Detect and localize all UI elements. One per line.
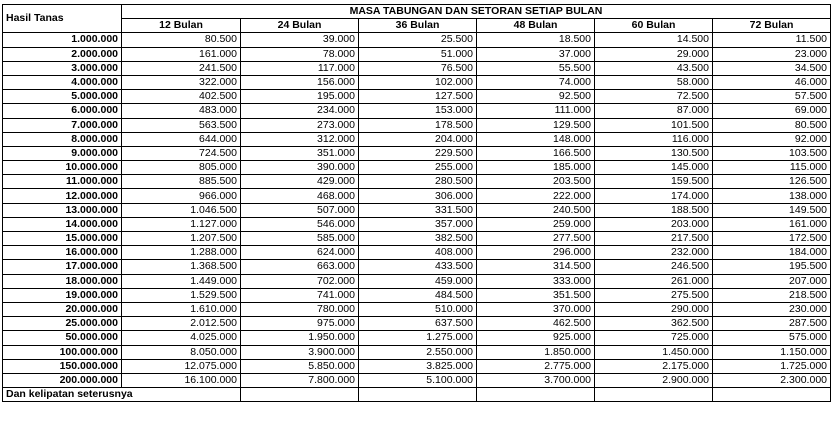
monthly-deposit-cell: 184.000 bbox=[713, 246, 831, 260]
monthly-deposit-cell: 37.000 bbox=[477, 47, 595, 61]
monthly-deposit-cell: 3.700.000 bbox=[477, 373, 595, 387]
monthly-deposit-cell: 402.500 bbox=[122, 90, 241, 104]
row-amount: 16.000.000 bbox=[3, 246, 122, 260]
monthly-deposit-cell: 468.000 bbox=[241, 189, 359, 203]
row-amount: 3.000.000 bbox=[3, 61, 122, 75]
row-amount: 19.000.000 bbox=[3, 288, 122, 302]
row-amount: 7.000.000 bbox=[3, 118, 122, 132]
row-amount: 12.000.000 bbox=[3, 189, 122, 203]
monthly-deposit-cell: 230.000 bbox=[713, 302, 831, 316]
table-row bbox=[3, 90, 831, 104]
monthly-deposit-cell: 153.000 bbox=[359, 104, 477, 118]
header-12-bulan: 12 Bulan bbox=[122, 19, 241, 33]
monthly-deposit-cell: 39.000 bbox=[241, 33, 359, 47]
monthly-deposit-cell: 351.000 bbox=[241, 146, 359, 160]
monthly-deposit-cell: 624.000 bbox=[241, 246, 359, 260]
table-row bbox=[3, 260, 831, 274]
row-amount: 9.000.000 bbox=[3, 146, 122, 160]
monthly-deposit-cell: 966.000 bbox=[122, 189, 241, 203]
monthly-deposit-cell: 255.000 bbox=[359, 161, 477, 175]
table-row bbox=[3, 288, 831, 302]
monthly-deposit-cell: 111.000 bbox=[477, 104, 595, 118]
monthly-deposit-cell: 1.450.000 bbox=[595, 345, 713, 359]
monthly-deposit-cell: 80.500 bbox=[122, 33, 241, 47]
table-row bbox=[3, 317, 831, 331]
monthly-deposit-cell: 241.500 bbox=[122, 61, 241, 75]
row-amount: 200.000.000 bbox=[3, 373, 122, 387]
monthly-deposit-cell: 429.000 bbox=[241, 175, 359, 189]
monthly-deposit-cell: 87.000 bbox=[595, 104, 713, 118]
footnote-blank-cell bbox=[359, 388, 477, 402]
monthly-deposit-cell: 663.000 bbox=[241, 260, 359, 274]
table-row bbox=[3, 146, 831, 160]
table-row bbox=[3, 246, 831, 260]
monthly-deposit-cell: 92.500 bbox=[477, 90, 595, 104]
table-row bbox=[3, 132, 831, 146]
row-amount: 11.000.000 bbox=[3, 175, 122, 189]
monthly-deposit-cell: 483.000 bbox=[122, 104, 241, 118]
monthly-deposit-cell: 975.000 bbox=[241, 317, 359, 331]
footnote-blank-cell bbox=[477, 388, 595, 402]
table-row bbox=[3, 75, 831, 89]
monthly-deposit-cell: 145.000 bbox=[595, 161, 713, 175]
row-amount: 10.000.000 bbox=[3, 161, 122, 175]
monthly-deposit-cell: 16.100.000 bbox=[122, 373, 241, 387]
table-row bbox=[3, 331, 831, 345]
monthly-deposit-cell: 43.500 bbox=[595, 61, 713, 75]
monthly-deposit-cell: 2.550.000 bbox=[359, 345, 477, 359]
monthly-deposit-cell: 174.000 bbox=[595, 189, 713, 203]
header-masa-tabungan: MASA TABUNGAN DAN SETORAN SETIAP BULAN bbox=[122, 5, 831, 19]
table-row bbox=[3, 203, 831, 217]
table-row bbox=[3, 345, 831, 359]
monthly-deposit-cell: 232.000 bbox=[595, 246, 713, 260]
monthly-deposit-cell: 18.500 bbox=[477, 33, 595, 47]
table-row bbox=[3, 61, 831, 75]
monthly-deposit-cell: 306.000 bbox=[359, 189, 477, 203]
monthly-deposit-cell: 23.000 bbox=[713, 47, 831, 61]
footnote-blank-cell bbox=[595, 388, 713, 402]
monthly-deposit-cell: 58.000 bbox=[595, 75, 713, 89]
monthly-deposit-cell: 259.000 bbox=[477, 217, 595, 231]
monthly-deposit-cell: 390.000 bbox=[241, 161, 359, 175]
monthly-deposit-cell: 433.500 bbox=[359, 260, 477, 274]
monthly-deposit-cell: 351.500 bbox=[477, 288, 595, 302]
monthly-deposit-cell: 1.207.500 bbox=[122, 232, 241, 246]
monthly-deposit-cell: 203.000 bbox=[595, 217, 713, 231]
monthly-deposit-cell: 2.300.000 bbox=[713, 373, 831, 387]
monthly-deposit-cell: 101.500 bbox=[595, 118, 713, 132]
monthly-deposit-cell: 805.000 bbox=[122, 161, 241, 175]
table-row bbox=[3, 302, 831, 316]
monthly-deposit-cell: 261.000 bbox=[595, 274, 713, 288]
row-amount: 1.000.000 bbox=[3, 33, 122, 47]
table-row bbox=[3, 232, 831, 246]
monthly-deposit-cell: 148.000 bbox=[477, 132, 595, 146]
monthly-deposit-cell: 885.500 bbox=[122, 175, 241, 189]
monthly-deposit-cell: 14.500 bbox=[595, 33, 713, 47]
monthly-deposit-cell: 103.500 bbox=[713, 146, 831, 160]
monthly-deposit-cell: 78.000 bbox=[241, 47, 359, 61]
header-36-bulan: 36 Bulan bbox=[359, 19, 477, 33]
monthly-deposit-cell: 637.500 bbox=[359, 317, 477, 331]
monthly-deposit-cell: 382.500 bbox=[359, 232, 477, 246]
table-row bbox=[3, 104, 831, 118]
monthly-deposit-cell: 331.500 bbox=[359, 203, 477, 217]
monthly-deposit-cell: 159.500 bbox=[595, 175, 713, 189]
row-amount: 17.000.000 bbox=[3, 260, 122, 274]
monthly-deposit-cell: 507.000 bbox=[241, 203, 359, 217]
table-row bbox=[3, 373, 831, 387]
monthly-deposit-cell: 178.500 bbox=[359, 118, 477, 132]
monthly-deposit-cell: 92.000 bbox=[713, 132, 831, 146]
monthly-deposit-cell: 725.000 bbox=[595, 331, 713, 345]
monthly-deposit-cell: 8.050.000 bbox=[122, 345, 241, 359]
row-amount: 14.000.000 bbox=[3, 217, 122, 231]
row-amount: 150.000.000 bbox=[3, 359, 122, 373]
monthly-deposit-cell: 1.368.500 bbox=[122, 260, 241, 274]
monthly-deposit-cell: 2.175.000 bbox=[595, 359, 713, 373]
monthly-deposit-cell: 138.000 bbox=[713, 189, 831, 203]
table-row bbox=[3, 274, 831, 288]
row-amount: 18.000.000 bbox=[3, 274, 122, 288]
monthly-deposit-cell: 127.500 bbox=[359, 90, 477, 104]
monthly-deposit-cell: 1.288.000 bbox=[122, 246, 241, 260]
monthly-deposit-cell: 29.000 bbox=[595, 47, 713, 61]
row-amount: 13.000.000 bbox=[3, 203, 122, 217]
monthly-deposit-cell: 1.150.000 bbox=[713, 345, 831, 359]
monthly-deposit-cell: 188.500 bbox=[595, 203, 713, 217]
monthly-deposit-cell: 1.725.000 bbox=[713, 359, 831, 373]
header-72-bulan: 72 Bulan bbox=[713, 19, 831, 33]
table-row bbox=[3, 175, 831, 189]
monthly-deposit-cell: 510.000 bbox=[359, 302, 477, 316]
monthly-deposit-cell: 546.000 bbox=[241, 217, 359, 231]
monthly-deposit-cell: 234.000 bbox=[241, 104, 359, 118]
monthly-deposit-cell: 161.000 bbox=[713, 217, 831, 231]
monthly-deposit-cell: 4.025.000 bbox=[122, 331, 241, 345]
monthly-deposit-cell: 2.900.000 bbox=[595, 373, 713, 387]
table-row bbox=[3, 33, 831, 47]
row-amount: 4.000.000 bbox=[3, 75, 122, 89]
monthly-deposit-cell: 290.000 bbox=[595, 302, 713, 316]
row-amount: 15.000.000 bbox=[3, 232, 122, 246]
footnote-blank-cell bbox=[241, 388, 359, 402]
monthly-deposit-cell: 72.500 bbox=[595, 90, 713, 104]
footnote-text: Dan kelipatan seterusnya bbox=[3, 388, 241, 402]
monthly-deposit-cell: 1.127.000 bbox=[122, 217, 241, 231]
monthly-deposit-cell: 204.000 bbox=[359, 132, 477, 146]
monthly-deposit-cell: 102.000 bbox=[359, 75, 477, 89]
monthly-deposit-cell: 563.500 bbox=[122, 118, 241, 132]
monthly-deposit-cell: 585.000 bbox=[241, 232, 359, 246]
monthly-deposit-cell: 51.000 bbox=[359, 47, 477, 61]
monthly-deposit-cell: 724.500 bbox=[122, 146, 241, 160]
monthly-deposit-cell: 25.500 bbox=[359, 33, 477, 47]
monthly-deposit-cell: 156.000 bbox=[241, 75, 359, 89]
monthly-deposit-cell: 277.500 bbox=[477, 232, 595, 246]
monthly-deposit-cell: 185.000 bbox=[477, 161, 595, 175]
monthly-deposit-cell: 12.075.000 bbox=[122, 359, 241, 373]
row-amount: 6.000.000 bbox=[3, 104, 122, 118]
monthly-deposit-cell: 57.500 bbox=[713, 90, 831, 104]
monthly-deposit-cell: 702.000 bbox=[241, 274, 359, 288]
monthly-deposit-cell: 46.000 bbox=[713, 75, 831, 89]
row-amount: 100.000.000 bbox=[3, 345, 122, 359]
header-hasil-tanas: Hasil Tanas bbox=[3, 5, 122, 33]
monthly-deposit-cell: 149.500 bbox=[713, 203, 831, 217]
monthly-deposit-cell: 408.000 bbox=[359, 246, 477, 260]
table-row bbox=[3, 359, 831, 373]
monthly-deposit-cell: 229.500 bbox=[359, 146, 477, 160]
monthly-deposit-cell: 240.500 bbox=[477, 203, 595, 217]
monthly-deposit-cell: 5.850.000 bbox=[241, 359, 359, 373]
monthly-deposit-cell: 780.000 bbox=[241, 302, 359, 316]
monthly-deposit-cell: 296.000 bbox=[477, 246, 595, 260]
monthly-deposit-cell: 2.775.000 bbox=[477, 359, 595, 373]
monthly-deposit-cell: 273.000 bbox=[241, 118, 359, 132]
monthly-deposit-cell: 195.000 bbox=[241, 90, 359, 104]
monthly-deposit-cell: 459.000 bbox=[359, 274, 477, 288]
monthly-deposit-cell: 55.500 bbox=[477, 61, 595, 75]
monthly-deposit-cell: 115.000 bbox=[713, 161, 831, 175]
row-amount: 5.000.000 bbox=[3, 90, 122, 104]
monthly-deposit-cell: 925.000 bbox=[477, 331, 595, 345]
monthly-deposit-cell: 287.500 bbox=[713, 317, 831, 331]
monthly-deposit-cell: 172.500 bbox=[713, 232, 831, 246]
monthly-deposit-cell: 644.000 bbox=[122, 132, 241, 146]
monthly-deposit-cell: 333.000 bbox=[477, 274, 595, 288]
monthly-deposit-cell: 1.046.500 bbox=[122, 203, 241, 217]
monthly-deposit-cell: 7.800.000 bbox=[241, 373, 359, 387]
monthly-deposit-cell: 1.950.000 bbox=[241, 331, 359, 345]
monthly-deposit-cell: 11.500 bbox=[713, 33, 831, 47]
monthly-deposit-cell: 1.449.000 bbox=[122, 274, 241, 288]
monthly-deposit-cell: 3.825.000 bbox=[359, 359, 477, 373]
monthly-deposit-cell: 741.000 bbox=[241, 288, 359, 302]
monthly-deposit-cell: 2.012.500 bbox=[122, 317, 241, 331]
monthly-deposit-cell: 166.500 bbox=[477, 146, 595, 160]
monthly-deposit-cell: 222.000 bbox=[477, 189, 595, 203]
monthly-deposit-cell: 74.000 bbox=[477, 75, 595, 89]
monthly-deposit-cell: 312.000 bbox=[241, 132, 359, 146]
footnote-row bbox=[3, 388, 831, 402]
monthly-deposit-cell: 207.000 bbox=[713, 274, 831, 288]
monthly-deposit-cell: 161.000 bbox=[122, 47, 241, 61]
monthly-deposit-cell: 275.500 bbox=[595, 288, 713, 302]
monthly-deposit-cell: 117.000 bbox=[241, 61, 359, 75]
monthly-deposit-cell: 130.500 bbox=[595, 146, 713, 160]
table-body bbox=[3, 33, 831, 388]
monthly-deposit-cell: 126.500 bbox=[713, 175, 831, 189]
table-row bbox=[3, 118, 831, 132]
monthly-deposit-cell: 5.100.000 bbox=[359, 373, 477, 387]
table-row bbox=[3, 161, 831, 175]
savings-table bbox=[2, 4, 831, 402]
monthly-deposit-cell: 218.500 bbox=[713, 288, 831, 302]
row-amount: 8.000.000 bbox=[3, 132, 122, 146]
monthly-deposit-cell: 484.500 bbox=[359, 288, 477, 302]
monthly-deposit-cell: 80.500 bbox=[713, 118, 831, 132]
monthly-deposit-cell: 3.900.000 bbox=[241, 345, 359, 359]
row-amount: 50.000.000 bbox=[3, 331, 122, 345]
monthly-deposit-cell: 357.000 bbox=[359, 217, 477, 231]
monthly-deposit-cell: 1.610.000 bbox=[122, 302, 241, 316]
header-24-bulan: 24 Bulan bbox=[241, 19, 359, 33]
monthly-deposit-cell: 203.500 bbox=[477, 175, 595, 189]
monthly-deposit-cell: 575.000 bbox=[713, 331, 831, 345]
table-row bbox=[3, 47, 831, 61]
row-amount: 20.000.000 bbox=[3, 302, 122, 316]
header-48-bulan: 48 Bulan bbox=[477, 19, 595, 33]
monthly-deposit-cell: 314.500 bbox=[477, 260, 595, 274]
monthly-deposit-cell: 1.275.000 bbox=[359, 331, 477, 345]
monthly-deposit-cell: 246.500 bbox=[595, 260, 713, 274]
monthly-deposit-cell: 34.500 bbox=[713, 61, 831, 75]
row-amount: 25.000.000 bbox=[3, 317, 122, 331]
monthly-deposit-cell: 116.000 bbox=[595, 132, 713, 146]
table-row bbox=[3, 217, 831, 231]
footnote-blank-cell bbox=[713, 388, 831, 402]
monthly-deposit-cell: 76.500 bbox=[359, 61, 477, 75]
row-amount: 2.000.000 bbox=[3, 47, 122, 61]
monthly-deposit-cell: 195.500 bbox=[713, 260, 831, 274]
monthly-deposit-cell: 129.500 bbox=[477, 118, 595, 132]
monthly-deposit-cell: 1.850.000 bbox=[477, 345, 595, 359]
header-60-bulan: 60 Bulan bbox=[595, 19, 713, 33]
monthly-deposit-cell: 462.500 bbox=[477, 317, 595, 331]
monthly-deposit-cell: 322.000 bbox=[122, 75, 241, 89]
table-row bbox=[3, 189, 831, 203]
monthly-deposit-cell: 370.000 bbox=[477, 302, 595, 316]
monthly-deposit-cell: 280.500 bbox=[359, 175, 477, 189]
monthly-deposit-cell: 362.500 bbox=[595, 317, 713, 331]
monthly-deposit-cell: 69.000 bbox=[713, 104, 831, 118]
monthly-deposit-cell: 1.529.500 bbox=[122, 288, 241, 302]
monthly-deposit-cell: 217.500 bbox=[595, 232, 713, 246]
